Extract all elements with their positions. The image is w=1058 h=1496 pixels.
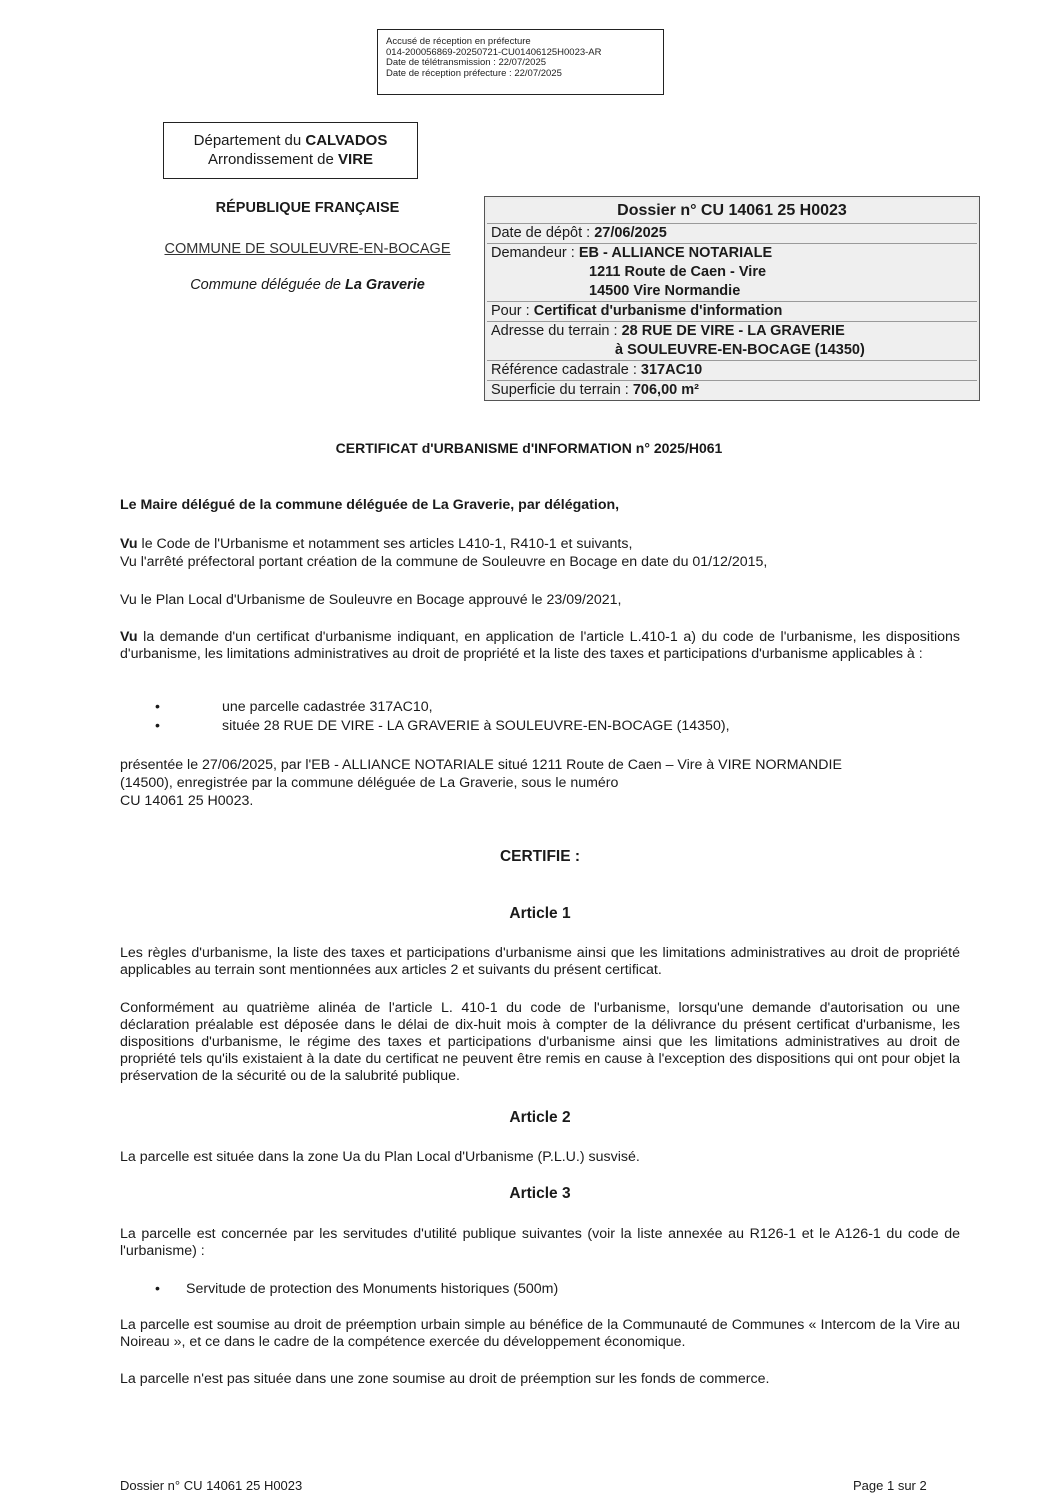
superficie-value: 706,00 m² <box>632 382 699 398</box>
vu-line: Vu l'arrêté préfectoral portant création de la commune de Souleuvre en Bocage en date du 01/12/2015, <box>120 554 768 570</box>
dossier-box <box>484 196 980 401</box>
bullet-icon: • <box>155 718 160 734</box>
department-name: CALVADOS <box>305 132 388 149</box>
demandeur-address-line: 1211 Route de Caen - Vire <box>589 264 767 280</box>
maire-text: Le Maire délégué de la commune déléguée de La Graverie, par délégation, <box>120 497 620 513</box>
list-item: Servitude de protection des Monuments historiques (500m) <box>186 1281 559 1297</box>
list-item: située 28 RUE DE VIRE - LA GRAVERIE à SOULEUVRE-EN-BOCAGE (14350), <box>222 718 730 734</box>
department-prefix: Département du <box>193 132 306 149</box>
department-line <box>164 131 417 150</box>
demandeur-address-line: 14500 Vire Normandie <box>589 283 741 299</box>
delegated-name: La Graverie <box>344 277 425 293</box>
vu-line: Vu le Plan Local d'Urbanisme de Souleuvre en Bocage approuvé le 23/09/2021, <box>120 592 622 608</box>
article-1-paragraph: Les règles d'urbanisme, la liste des taxes et participations d'urbanisme ainsi que les limitations administratives au droit de propriété applicables au terrain sont mentionnées aux articles 2 et suivants du présent certificat. <box>120 945 960 978</box>
maire-paragraph <box>120 497 960 514</box>
adresse-value: à SOULEUVRE-EN-BOCAGE (14350) <box>615 342 865 358</box>
prefecture-receipt-stamp <box>377 29 664 95</box>
stamp-line: 014-200056869-20250721-CU01406125H0023-AR <box>386 46 602 58</box>
article-3-paragraph: La parcelle n'est pas située dans une zone soumise au droit de préemption sur les fonds de commerce. <box>120 1371 770 1387</box>
page-number: Page 1 sur 2 <box>853 1478 927 1493</box>
stamp-line: Date de télétransmission : 22/07/2025 <box>386 57 547 68</box>
adresse-label: Adresse du terrain : <box>491 323 622 339</box>
certificate-title: CERTIFICAT d'URBANISME d'INFORMATION n° 2025/H061 <box>335 440 723 456</box>
adresse-row <box>487 322 977 361</box>
bullet-icon: • <box>155 699 160 715</box>
footer-dossier: Dossier n° CU 14061 25 H0023 <box>120 1478 303 1493</box>
superficie-row <box>487 381 977 400</box>
presentee-line: présentée le 27/06/2025, par l'EB - ALLIANCE NOTARIALE situé 1211 Route de Caen – Vire à VIRE NORMANDIE <box>120 757 842 773</box>
demandeur-row <box>487 244 977 302</box>
presentee-line: CU 14061 25 H0023. <box>120 793 254 809</box>
dossier-title: Dossier n° CU 14061 25 H0023 <box>487 199 977 224</box>
vu-keyword: Vu <box>120 536 138 552</box>
vu-text: le Code de l'Urbanisme et notamment ses articles L410-1, R410-1 et suivants, <box>137 536 633 552</box>
presentee-line: (14500), enregistrée par la commune déléguée de La Graverie, sous le numéro <box>120 775 619 791</box>
delegated-prefix: Commune déléguée de <box>190 277 345 293</box>
article-1-paragraph: Conformément au quatrième alinéa de l'article L. 410-1 du code de l'urbanisme, lorsqu'une demande d'autorisation ou une déclaration préalable est déposée dans le délai de dix-huit mois à compter de la délivrance du présent certificat d'urbanisme, les dispositions d'urbanisme, le régime des taxes et participations d'urbanisme ainsi que les limitations administratives au droit de propriété tels qu'ils existaient à la date du certificat ne peuvent être remis en cause à l'exception des dispositions qui ont pour objet la préservation de la sécurité ou de la salubrité publique. <box>120 1000 960 1084</box>
arrondissement-name: VIRE <box>338 151 374 168</box>
certifie-heading: CERTIFIE : <box>499 848 581 865</box>
depot-value: 27/06/2025 <box>594 225 667 241</box>
article-1-heading: Article 1 <box>509 905 571 922</box>
department-box <box>163 122 418 179</box>
vu-keyword: Vu <box>120 629 138 645</box>
pour-label: Pour : <box>491 303 534 319</box>
stamp-line: Accusé de réception en préfecture <box>386 36 531 47</box>
arrondissement-line <box>164 150 417 169</box>
vu-line <box>120 536 960 553</box>
vu-demande-paragraph <box>120 629 960 663</box>
article-3-paragraph: La parcelle est soumise au droit de préemption urbain simple au bénéfice de la Communauté de Communes « Intercom de la Vire au Noireau », et ce dans le cadre de la compétence exercée du développement économique. <box>120 1317 960 1350</box>
article-3-heading: Article 3 <box>509 1185 571 1202</box>
cadastre-label: Référence cadastrale : <box>491 362 641 378</box>
adresse-value: 28 RUE DE VIRE - LA GRAVERIE <box>621 323 845 339</box>
cadastre-row <box>487 361 977 381</box>
pour-value: Certificat d'urbanisme d'information <box>533 303 783 319</box>
article-2-heading: Article 2 <box>509 1109 571 1126</box>
bullet-icon: • <box>155 1281 160 1297</box>
republic-title: RÉPUBLIQUE FRANÇAISE <box>215 200 400 216</box>
cadastre-value: 317AC10 <box>640 362 703 378</box>
article-2-paragraph: La parcelle est située dans la zone Ua du Plan Local d'Urbanisme (P.L.U.) susvisé. <box>120 1149 640 1165</box>
demandeur-label: Demandeur : <box>491 245 579 261</box>
stamp-line: Date de réception préfecture : 22/07/2025 <box>386 67 562 79</box>
vu-text: la demande d'un certificat d'urbanisme indiquant, en application de l'article L.410-1 a) du code de l'urbanisme, les dispositions d'urbanisme, les limitations administratives au droit de propriété et la liste des taxes et participations d'urbanisme applicables à : <box>120 629 960 662</box>
pour-row <box>487 302 977 322</box>
list-item: une parcelle cadastrée 317AC10, <box>222 699 433 715</box>
depot-label: Date de dépôt : <box>491 225 595 241</box>
commune-name: COMMUNE DE SOULEUVRE-EN-BOCAGE <box>164 241 451 257</box>
demandeur-name: EB - ALLIANCE NOTARIALE <box>578 245 773 261</box>
article-3-paragraph: La parcelle est concernée par les servitudes d'utilité publique suivantes (voir la liste annexée au R126-1 et le A126-1 du code de l'urbanisme) : <box>120 1226 960 1259</box>
depot-row <box>487 224 977 244</box>
delegated-commune <box>120 277 495 293</box>
arrondissement-prefix: Arrondissement de <box>207 151 339 168</box>
superficie-label: Superficie du terrain : <box>491 382 633 398</box>
